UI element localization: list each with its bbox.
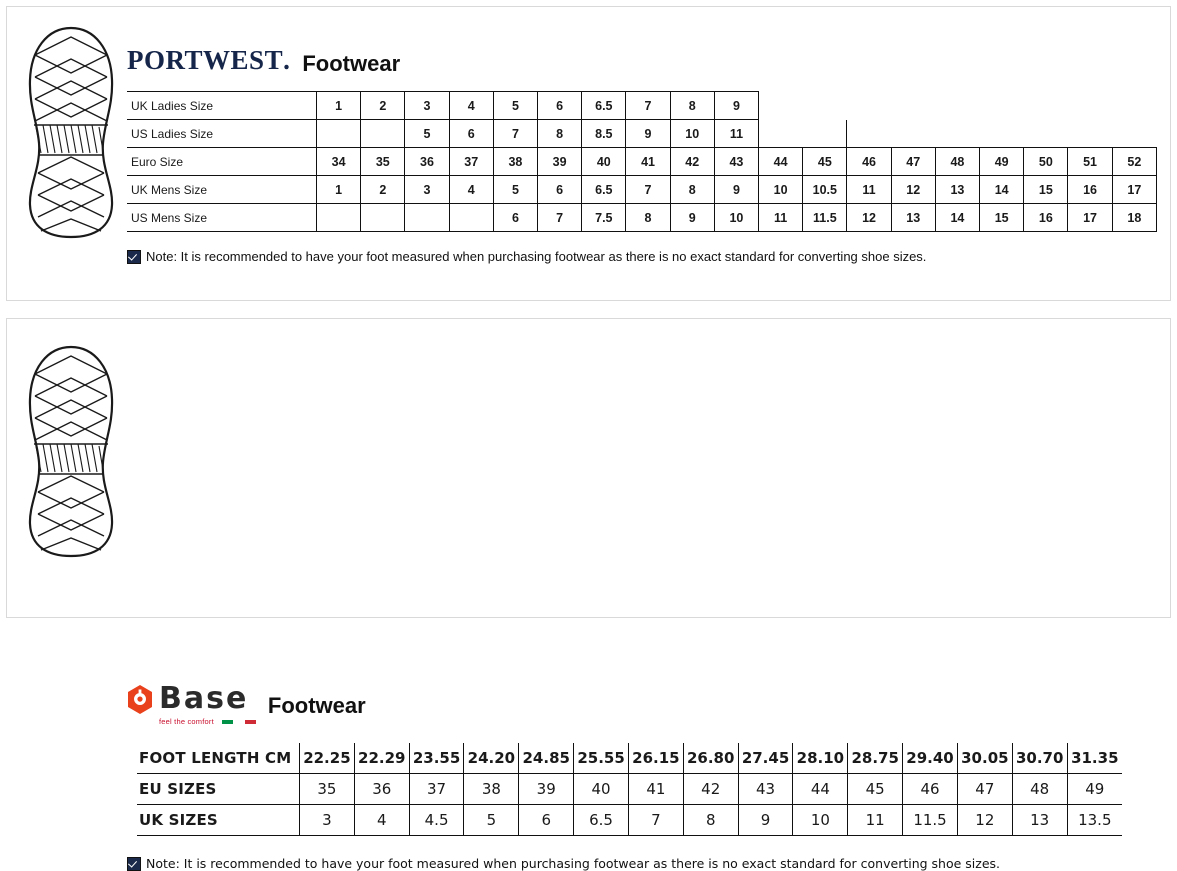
- base-tagline-row: [159, 717, 256, 726]
- size-cell: 39: [519, 774, 574, 805]
- size-cell: 47: [957, 774, 1012, 805]
- size-cell: 2: [361, 176, 405, 204]
- size-cell: 11: [847, 176, 891, 204]
- size-cell: 40: [582, 148, 626, 176]
- size-cell-empty: [803, 120, 847, 148]
- size-cell: 46: [847, 148, 891, 176]
- size-cell: 48: [935, 148, 979, 176]
- size-cell: 38: [493, 148, 537, 176]
- size-cell: 30.70: [1012, 743, 1067, 774]
- size-cell: 49: [980, 148, 1024, 176]
- size-cell: 9: [714, 92, 758, 120]
- size-cell: 48: [1012, 774, 1067, 805]
- portwest-logo-dot: .: [283, 45, 291, 75]
- size-cell: 35: [300, 774, 355, 805]
- shoe-sole-illustration: [25, 344, 117, 559]
- size-cell-empty: [891, 92, 935, 120]
- size-cell: 10: [714, 204, 758, 232]
- size-cell: 17: [1112, 176, 1156, 204]
- note-text: Note: It is recommended to have your foot measured when purchasing footwear as there is no exact standard for converting shoe sizes.: [146, 856, 1001, 871]
- size-cell: 37: [449, 148, 493, 176]
- row-label: UK SIZES: [137, 805, 300, 836]
- size-cell: 42: [683, 774, 738, 805]
- size-cell: 11: [714, 120, 758, 148]
- size-cell: 28.75: [848, 743, 903, 774]
- size-cell: 43: [738, 774, 793, 805]
- size-cell: 9: [626, 120, 670, 148]
- shoe-sole-icon: [25, 344, 117, 559]
- size-cell-empty: [1024, 92, 1068, 120]
- size-cell: [317, 204, 361, 232]
- size-cell: 3: [405, 176, 449, 204]
- size-cell-empty: [1068, 92, 1112, 120]
- size-cell: 35: [361, 148, 405, 176]
- base-tagline: feel the comfort: [159, 717, 214, 726]
- size-cell: 8: [538, 120, 582, 148]
- size-cell-empty: [980, 92, 1024, 120]
- size-cell: 11: [848, 805, 903, 836]
- size-cell: 42: [670, 148, 714, 176]
- row-label: UK Mens Size: [127, 176, 317, 204]
- size-cell: 13: [935, 176, 979, 204]
- base-logo: [127, 681, 256, 726]
- size-cell: 49: [1067, 774, 1122, 805]
- table-row: [137, 774, 1122, 805]
- size-cell: 9: [670, 204, 714, 232]
- size-cell: 7: [626, 176, 670, 204]
- size-cell: 44: [759, 148, 803, 176]
- size-cell: 45: [848, 774, 903, 805]
- size-cell: 8: [670, 92, 714, 120]
- size-cell: 9: [714, 176, 758, 204]
- row-label: UK Ladies Size: [127, 92, 317, 120]
- size-cell: 50: [1024, 148, 1068, 176]
- portwest-size-table: [127, 91, 1157, 232]
- table-row: [137, 805, 1122, 836]
- base-logo-text: Base: [159, 681, 249, 716]
- size-cell: 22.29: [354, 743, 409, 774]
- italy-flag-icon: [222, 720, 256, 724]
- size-cell: 23.55: [409, 743, 464, 774]
- size-cell: 12: [957, 805, 1012, 836]
- size-cell: 47: [891, 148, 935, 176]
- size-cell: 4: [354, 805, 409, 836]
- size-cell: [361, 120, 405, 148]
- size-cell: 38: [464, 774, 519, 805]
- size-cell-empty: [1112, 92, 1156, 120]
- size-cell-empty: [1068, 120, 1112, 148]
- size-cell: 8: [683, 805, 738, 836]
- size-cell: 16: [1024, 204, 1068, 232]
- row-label: EU SIZES: [137, 774, 300, 805]
- portwest-brand-header: [127, 47, 400, 74]
- row-label: US Ladies Size: [127, 120, 317, 148]
- size-cell: 8: [670, 176, 714, 204]
- size-cell: 12: [847, 204, 891, 232]
- size-cell: 11: [759, 204, 803, 232]
- size-cell: 3: [405, 92, 449, 120]
- size-cell: 18: [1112, 204, 1156, 232]
- size-cell: 4: [449, 176, 493, 204]
- size-cell: 7.5: [582, 204, 626, 232]
- size-cell: 15: [980, 204, 1024, 232]
- size-cell-empty: [935, 92, 979, 120]
- row-label: FOOT LENGTH CM: [137, 743, 300, 774]
- size-cell: 14: [980, 176, 1024, 204]
- size-cell: 52: [1112, 148, 1156, 176]
- shoe-sole-illustration: [25, 25, 117, 240]
- hexagon-icon: [127, 685, 153, 714]
- size-cell: 34: [317, 148, 361, 176]
- size-cell: 11.5: [903, 805, 958, 836]
- base-note: [127, 856, 1000, 871]
- size-cell: 10: [793, 805, 848, 836]
- size-cell: 24.20: [464, 743, 519, 774]
- size-cell: 26.80: [683, 743, 738, 774]
- table-row: [127, 92, 1157, 120]
- size-cell-empty: [803, 92, 847, 120]
- size-cell-empty: [891, 120, 935, 148]
- size-cell: 37: [409, 774, 464, 805]
- portwest-brand-suffix: Footwear: [302, 51, 401, 76]
- base-logo-top: [127, 681, 249, 716]
- size-cell: 24.85: [519, 743, 574, 774]
- base-size-chart-panel: [6, 318, 1171, 871]
- size-cell: [317, 120, 361, 148]
- size-cell: 11.5: [803, 204, 847, 232]
- size-cell: 13.5: [1067, 805, 1122, 836]
- base-size-table: [137, 743, 1122, 836]
- size-cell-empty: [759, 92, 803, 120]
- size-cell: 6.5: [582, 92, 626, 120]
- table-row: [127, 204, 1157, 232]
- size-cell: 5: [493, 92, 537, 120]
- table-row: [137, 743, 1122, 774]
- portwest-note: [127, 249, 926, 264]
- size-cell: 13: [1012, 805, 1067, 836]
- size-cell: 6: [519, 805, 574, 836]
- size-cell: 31.35: [1067, 743, 1122, 774]
- size-cell: 51: [1068, 148, 1112, 176]
- base-brand-header: [127, 681, 366, 726]
- size-cell: 14: [935, 204, 979, 232]
- checkbox-icon: [127, 857, 141, 871]
- size-cell: 22.25: [300, 743, 355, 774]
- size-cell: 43: [714, 148, 758, 176]
- size-cell: 5: [464, 805, 519, 836]
- size-cell-empty: [847, 92, 891, 120]
- size-cell: 10: [759, 176, 803, 204]
- portwest-size-chart-panel: [6, 6, 1171, 301]
- size-cell-empty: [935, 120, 979, 148]
- size-cell: 7: [538, 204, 582, 232]
- size-cell: [361, 204, 405, 232]
- size-cell: 41: [628, 774, 683, 805]
- size-cell: 15: [1024, 176, 1068, 204]
- size-cell: 10.5: [803, 176, 847, 204]
- row-label: Euro Size: [127, 148, 317, 176]
- checkbox-icon: [127, 250, 141, 264]
- size-cell: 44: [793, 774, 848, 805]
- size-cell: 9: [738, 805, 793, 836]
- size-cell: 36: [405, 148, 449, 176]
- size-cell: 1: [317, 92, 361, 120]
- size-cell: 28.10: [793, 743, 848, 774]
- size-cell: 13: [891, 204, 935, 232]
- portwest-logo-text: PORTWEST: [127, 45, 284, 75]
- size-cell: 6.5: [582, 176, 626, 204]
- base-brand-suffix: Footwear: [267, 693, 366, 718]
- size-cell: 40: [574, 774, 629, 805]
- size-cell: 1: [317, 176, 361, 204]
- row-label: US Mens Size: [127, 204, 317, 232]
- size-cell: 6.5: [574, 805, 629, 836]
- size-cell: 17: [1068, 204, 1112, 232]
- table-row: [127, 120, 1157, 148]
- size-cell: 2: [361, 92, 405, 120]
- size-cell: 39: [538, 148, 582, 176]
- size-cell: 12: [891, 176, 935, 204]
- size-cell: [449, 204, 493, 232]
- size-cell: 7: [628, 805, 683, 836]
- size-cell: 7: [626, 92, 670, 120]
- size-cell: 6: [493, 204, 537, 232]
- size-cell: 25.55: [574, 743, 629, 774]
- table-row: [127, 176, 1157, 204]
- size-cell: 6: [538, 176, 582, 204]
- table-row: [127, 148, 1157, 176]
- size-cell: 5: [493, 176, 537, 204]
- shoe-sole-icon: [25, 25, 117, 240]
- size-cell: 46: [903, 774, 958, 805]
- size-cell-empty: [1024, 120, 1068, 148]
- size-cell: 10: [670, 120, 714, 148]
- size-cell: 16: [1068, 176, 1112, 204]
- size-cell: 4: [449, 92, 493, 120]
- size-cell-empty: [980, 120, 1024, 148]
- size-cell: 8.5: [582, 120, 626, 148]
- size-cell: 41: [626, 148, 670, 176]
- size-cell: 27.45: [738, 743, 793, 774]
- note-text: Note: It is recommended to have your foot measured when purchasing footwear as there is no exact standard for converting shoe sizes.: [146, 249, 927, 264]
- size-cell-empty: [847, 120, 891, 148]
- size-cell: 45: [803, 148, 847, 176]
- size-cell: 36: [354, 774, 409, 805]
- size-cell: 29.40: [903, 743, 958, 774]
- size-cell-empty: [1112, 120, 1156, 148]
- size-cell: 6: [538, 92, 582, 120]
- size-cell: 8: [626, 204, 670, 232]
- size-cell: 26.15: [628, 743, 683, 774]
- size-cell: 4.5: [409, 805, 464, 836]
- size-cell: 30.05: [957, 743, 1012, 774]
- size-cell: 7: [493, 120, 537, 148]
- size-cell-empty: [759, 120, 803, 148]
- size-cell: 5: [405, 120, 449, 148]
- size-cell: 3: [300, 805, 355, 836]
- size-cell: 6: [449, 120, 493, 148]
- size-cell: [405, 204, 449, 232]
